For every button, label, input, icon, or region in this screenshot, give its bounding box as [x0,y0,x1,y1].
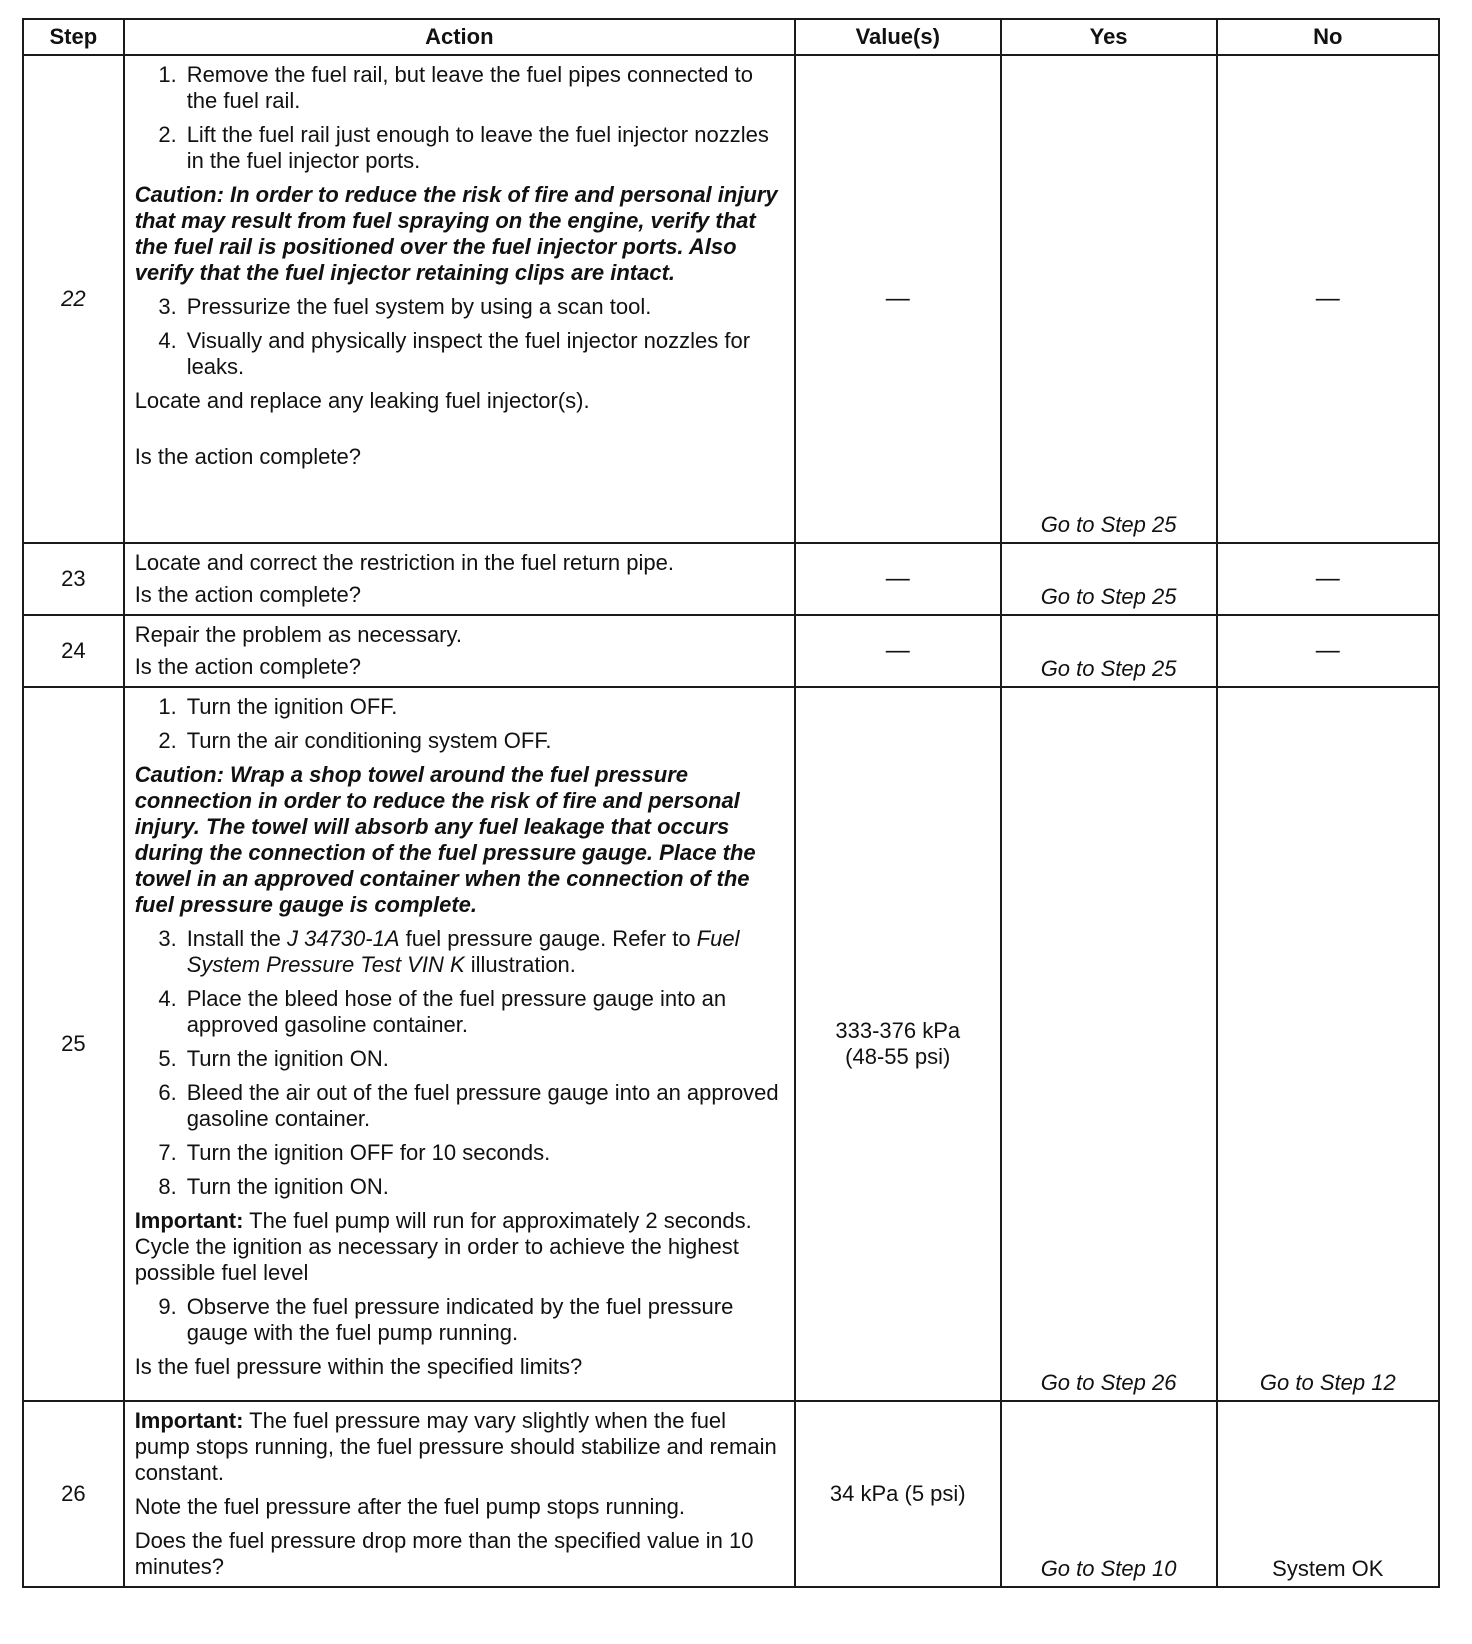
item-text-part: Install the [186,926,287,951]
action-item [135,728,786,754]
item-text: Remove the fuel rail, but leave the fuel pipes connected to the fuel rail. [186,62,753,113]
action-item [135,1174,786,1200]
item-number: 8. [158,1174,177,1199]
action-item [135,926,786,978]
item-text: Observe the fuel pressure indicated by the fuel pressure gauge with the fuel pump running. [186,1294,734,1345]
question-text: Is the action complete? [134,444,361,469]
item-number: 6. [158,1080,177,1105]
note-text: Locate and replace any leaking fuel injector(s). [134,388,590,413]
table-row-step-22 [23,55,1439,543]
value-cell [795,687,1001,1401]
action-cell [124,1401,795,1587]
item-text: Lift the fuel rail just enough to leave the fuel injector nozzles in the fuel injector ports. [186,122,769,173]
item-text-part: fuel pressure gauge. Refer to [399,926,697,951]
value-cell: — [795,615,1001,687]
value-cell: 34 kPa (5 psi) [795,1401,1001,1587]
header-step: Step [23,19,124,55]
action-item [135,1080,786,1132]
item-number: 4. [158,986,177,1011]
table-row-step-25 [23,687,1439,1401]
item-text: Turn the ignition OFF. [186,694,398,719]
value-metric: 333-376 kPa [835,1018,961,1043]
step-number: 25 [23,687,124,1401]
question-text: Does the fuel pressure drop more than the specified value in 10 minutes? [134,1528,754,1579]
no-cell: — [1217,615,1439,687]
caution-text: Caution: In order to reduce the risk of fire and personal injury that may result from fuel spraying on the engine, verify that the fuel rail is positioned over the fuel injector ports. Also verify that the fuel injector retaining clips are intact. [134,182,778,285]
diagnostic-table [22,18,1440,1588]
yes-cell: Go to Step 26 [1001,687,1217,1401]
item-number: 4. [158,328,177,353]
question-text: Is the action complete? [134,654,361,679]
item-text: Turn the ignition ON. [186,1046,389,1071]
illustration-reference: Fuel System Pressure Test VIN K [186,926,740,977]
yes-cell: Go to Step 25 [1001,615,1217,687]
important-text: The fuel pressure may vary slightly when the fuel pump stops running, the fuel pressure should stabilize and remain constant. [134,1408,777,1485]
item-text-part: illustration. [464,952,576,977]
action-cell [124,543,795,615]
step-number: 26 [23,1401,124,1587]
value-cell: — [795,543,1001,615]
item-text [187,926,786,978]
action-item [135,328,786,380]
item-number: 5. [158,1046,177,1071]
action-item [135,1294,786,1346]
item-number: 2. [158,122,177,147]
action-item [135,986,786,1038]
action-item [135,62,786,114]
action-cell [124,615,795,687]
step-number: 23 [23,543,124,615]
item-text: Turn the ignition ON. [186,1174,389,1199]
yes-cell: Go to Step 25 [1001,543,1217,615]
important-label: Important: [134,1208,244,1233]
table-row-step-23 [23,543,1439,615]
action-cell [124,55,795,543]
no-cell: Go to Step 12 [1217,687,1439,1401]
no-cell: — [1217,543,1439,615]
value-imperial: (48-55 psi) [845,1044,951,1069]
item-number: 1. [158,62,177,87]
value-cell: — [795,55,1001,543]
yes-cell: Go to Step 10 [1001,1401,1217,1587]
question-text: Is the fuel pressure within the specified limits? [134,1354,583,1379]
action-item [135,294,786,320]
item-number: 7. [158,1140,177,1165]
tool-reference: J 34730-1A [286,926,400,951]
table-row-step-24 [23,615,1439,687]
action-item [135,122,786,174]
item-number: 3. [158,926,177,951]
item-text: Bleed the air out of the fuel pressure gauge into an approved gasoline container. [186,1080,779,1131]
action-item [135,1046,786,1072]
action-text: Repair the problem as necessary. [134,622,462,647]
question-text: Is the action complete? [134,582,361,607]
action-cell [124,687,795,1401]
header-row [23,19,1439,55]
header-action: Action [124,19,795,55]
caution-text: Caution: Wrap a shop towel around the fuel pressure connection in order to reduce the risk of fire and personal injury. The towel will absorb any fuel leakage that occurs during the connection of the fuel pressure gauge. Place the towel in an approved container when the connection of the fuel pressure gauge is complete. [134,762,756,917]
step-number: 24 [23,615,124,687]
header-values: Value(s) [795,19,1001,55]
item-number: 1. [158,694,177,719]
no-cell: — [1217,55,1439,543]
action-item [135,694,786,720]
action-text: Locate and correct the restriction in the fuel return pipe. [134,550,674,575]
step-number: 22 [23,55,124,543]
important-note [135,1408,786,1486]
item-text: Visually and physically inspect the fuel injector nozzles for leaks. [186,328,751,379]
action-item [135,1140,786,1166]
yes-cell: Go to Step 25 [1001,55,1217,543]
item-text: Pressurize the fuel system by using a scan tool. [186,294,652,319]
item-number: 3. [158,294,177,319]
note-text: Note the fuel pressure after the fuel pump stops running. [134,1494,686,1519]
important-label: Important: [134,1408,244,1433]
item-text: Turn the ignition OFF for 10 seconds. [186,1140,551,1165]
item-text: Turn the air conditioning system OFF. [186,728,552,753]
item-text: Place the bleed hose of the fuel pressure gauge into an approved gasoline container. [186,986,727,1037]
header-no: No [1217,19,1439,55]
table-row-step-26 [23,1401,1439,1587]
no-cell: System OK [1217,1401,1439,1587]
header-yes: Yes [1001,19,1217,55]
item-number: 9. [158,1294,177,1319]
item-number: 2. [158,728,177,753]
important-text: The fuel pump will run for approximately 2 seconds. Cycle the ignition as necessary in order to achieve the highest possible fuel level [134,1208,752,1285]
important-note [135,1208,786,1286]
